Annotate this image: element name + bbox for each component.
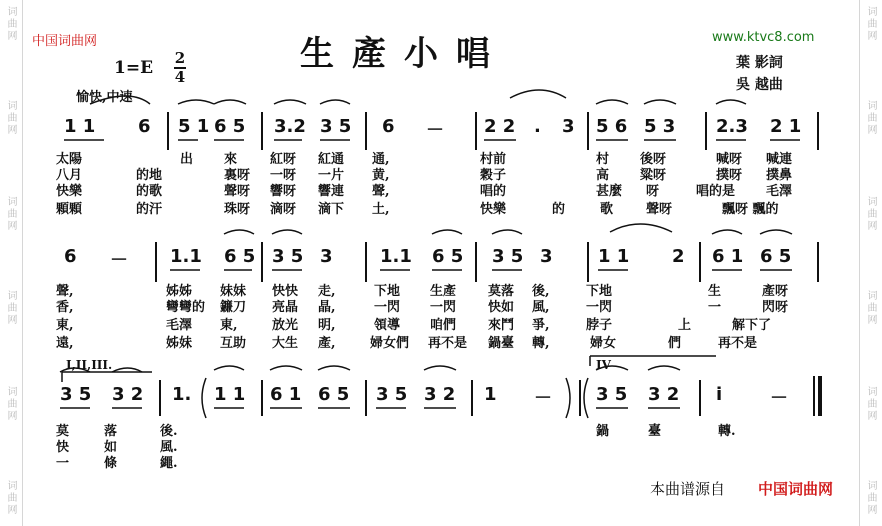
lyric: 遠, [56,336,74,351]
note: 6 5 [432,246,464,267]
side-watermark: 网 [5,220,16,230]
lyric: 一呀 [270,168,297,183]
note: 5 1 [178,116,210,137]
lyric: 滴呀 [270,202,297,217]
side-watermark: 网 [865,30,876,40]
note: 2 [672,246,685,267]
lyric: 婦女 [590,336,617,351]
note: 6 [138,116,151,137]
lyric: 風. [160,440,178,455]
lyric: 風, [532,300,550,315]
note: 1. [172,384,192,405]
lyric: 一 [56,456,70,471]
lyric: 婦女們 [370,336,410,351]
side-watermark: 网 [5,410,16,420]
note: 6 [64,246,77,267]
lyric: 裏呀 [224,168,251,183]
lyric: 出 [180,152,194,167]
side-watermark: 词 [5,480,16,490]
lyric: 鍋 [596,424,610,439]
volta-label-2: IV [596,358,611,372]
lyric: 村前 [480,152,507,167]
side-watermark: 网 [865,410,876,420]
note: 1.1 [380,246,412,267]
note: － [534,388,552,409]
lyric: 東, [220,318,238,333]
lyric: 咱們 [430,318,457,333]
note: 1 1 [598,246,630,267]
lyric: 一閃 [430,300,457,315]
lyric: 解下了 [732,318,772,333]
note: 3 5 [376,384,408,405]
note: 3 5 [60,384,92,405]
side-watermark: 词 [5,386,16,396]
side-watermark: 网 [5,124,16,134]
note: － [770,388,788,409]
note: 3 5 [272,246,304,267]
lyric: 鐮刀 [220,300,247,315]
side-watermark: 网 [865,504,876,514]
side-watermark: 曲 [865,492,876,502]
lyric: 產, [318,336,336,351]
lyric: 如 [104,440,118,455]
lyric: 後呀 [640,152,667,167]
lyric: 喊連 [766,152,793,167]
lyric: 來 [224,152,238,167]
lyric: 彎彎的 [166,300,206,315]
side-watermark: 曲 [865,398,876,408]
key-signature: 1=E [114,58,154,78]
lyric: 穀子 [480,168,507,183]
note: 1.1 [170,246,202,267]
lyric: 晶, [318,300,336,315]
lyric: 條 [104,456,118,471]
lyric: 喊呀 [716,152,743,167]
lyric: 珠呀 [224,202,251,217]
lyric-block-2 [56,280,816,352]
side-watermark: 曲 [5,398,16,408]
side-watermark: 词 [5,6,16,16]
side-watermark: 词 [865,480,876,490]
lyric: 快 [56,440,70,455]
note: 3 2 [424,384,456,405]
lyric: 聲, [56,284,74,299]
lyric: 土, [372,202,390,217]
lyric: 粱呀 [640,168,667,183]
lyric: 轉, [532,336,550,351]
lyric: 撲鼻 [766,168,793,183]
lyric: 莫落 [488,284,515,299]
side-watermark: 词 [5,196,16,206]
note: － [426,120,444,141]
side-watermark: 词 [5,290,16,300]
lyric: 產呀 [762,284,789,299]
lyric: 聲呀 [224,184,251,199]
lyric-block-3-ending [596,420,796,440]
note: 3 5 [492,246,524,267]
note: . [534,116,541,137]
side-watermark: 网 [5,314,16,324]
side-watermark: 曲 [5,18,16,28]
lyric: 歌 [600,202,614,217]
lyric: 來鬥 [488,318,515,333]
side-watermark: 网 [865,124,876,134]
lyric: 毛澤 [166,318,193,333]
lyric: 聲, [372,184,390,199]
lyric: 亮晶 [272,300,299,315]
lyric: 香, [56,300,74,315]
lyric: 下地 [586,284,613,299]
side-watermark: 曲 [5,208,16,218]
lyric: 黄, [372,168,390,183]
lyric: 生 [708,284,722,299]
side-watermark: 词 [865,290,876,300]
lyric: 繩. [160,456,178,471]
lyric: 一 [708,300,722,315]
lyric: 村 [596,152,610,167]
side-watermark: 词 [865,196,876,206]
time-signature-top: 2 [174,49,186,67]
side-watermark: 网 [865,314,876,324]
source-brand-link[interactable]: 中国词曲网 [758,480,834,498]
lyric: 再不是 [428,336,468,351]
lyric: 響連 [318,184,345,199]
lyric: 的歌 [136,184,163,199]
side-watermark: 词 [865,100,876,110]
side-watermark: 词 [865,386,876,396]
note: 6 5 [318,384,350,405]
note: 6 5 [214,116,246,137]
lyric: 大生 [272,336,299,351]
side-watermark: 网 [5,30,16,40]
lyric: 妹妹 [220,284,247,299]
lyric: 快樂 [480,202,507,217]
side-watermark: 网 [5,504,16,514]
volta-label-1: I,II,III. [66,358,113,372]
lyric: 唱的是 [696,184,736,199]
note: 2 2 [484,116,516,137]
lyric: 快如 [488,300,515,315]
note: 5 6 [596,116,628,137]
lyric: 毛澤 [766,184,793,199]
side-watermark: 曲 [5,492,16,502]
lyric: 聲呀 [646,202,673,217]
note: 3 2 [648,384,680,405]
note: 3 2 [112,384,144,405]
note: 3 [540,246,553,267]
lyric: 鍋臺 [488,336,515,351]
lyric: 明, [318,318,336,333]
lyric: 呀 [646,184,660,199]
side-watermark: 词 [865,6,876,16]
site-url-top-right: www.ktvc8.com [712,30,815,45]
note: 3 [562,116,575,137]
side-watermark: 曲 [865,112,876,122]
lyric: 再不是 [718,336,758,351]
lyric: 太陽 [56,152,83,167]
lyric: 上 [678,318,692,333]
lyric: 紅呀 [270,152,297,167]
lyric: 姊妹 [166,336,193,351]
lyric: 顆顆 [56,202,83,217]
lyric: 滴下 [318,202,345,217]
lyric: 落 [104,424,118,439]
song-title: 生產小唱 [300,34,508,74]
lyric: 高 [596,168,610,183]
lyric: 八月 [56,168,83,183]
note: 1 1 [64,116,96,137]
lyric: 一片 [318,168,345,183]
lyric: 閃呀 [762,300,789,315]
lyric: 通, [372,152,390,167]
note: i [716,384,723,405]
lyric: 一閃 [586,300,613,315]
lyric: 飄呀 飄的 [722,202,779,217]
side-watermark: 曲 [5,302,16,312]
site-brand-top-left: 中国词曲网 [32,34,98,49]
lyric: 走, [318,284,336,299]
side-watermark: 曲 [5,112,16,122]
note: 1 1 [214,384,246,405]
lyric: 爭, [532,318,550,333]
lyric: 東, [56,318,74,333]
lyric: 的汗 [136,202,163,217]
lyric: 的地 [136,168,163,183]
composer-credit: 吳 越曲 [736,77,783,93]
lyric: 下地 [374,284,401,299]
lyric: 轉. [718,424,736,439]
lyric: 唱的 [480,184,507,199]
time-signature-bottom: 4 [174,68,186,86]
note: 3 5 [596,384,628,405]
note: － [110,250,128,271]
source-note: 本曲谱源自 [650,480,726,498]
note: 6 1 [712,246,744,267]
note: 3.2 [274,116,306,137]
lyric: 快樂 [56,184,83,199]
side-watermark: 曲 [865,208,876,218]
lyric: 後, [532,284,550,299]
note: 2.3 [716,116,748,137]
lyric: 姊姊 [166,284,193,299]
lyric: 領導 [374,318,401,333]
side-watermark: 网 [865,220,876,230]
note: 2 1 [770,116,802,137]
note: 6 [382,116,395,137]
note: 3 5 [320,116,352,137]
lyric: 們 [668,336,682,351]
lyric: 脖子 [586,318,613,333]
side-watermark: 曲 [865,18,876,28]
lyric: 放光 [272,318,299,333]
lyric: 互助 [220,336,247,351]
lyric: 撲呀 [716,168,743,183]
lyricist-credit: 葉 影詞 [736,55,783,71]
note: 6 1 [270,384,302,405]
note: 1 [484,384,497,405]
lyric: 一閃 [374,300,401,315]
note: 6 5 [760,246,792,267]
lyric: 臺 [648,424,662,439]
note: 6 5 [224,246,256,267]
lyric: 的 [552,202,566,217]
lyric: 甚麼 [596,184,623,199]
lyric: 紅通 [318,152,345,167]
lyric-block-3 [56,420,236,474]
note: 5 3 [644,116,676,137]
tempo-marking: 愉快,中速 [76,90,133,105]
lyric-block-1 [56,148,816,228]
side-watermark: 词 [5,100,16,110]
note: 3 [320,246,333,267]
lyric: 快快 [272,284,299,299]
lyric: 生產 [430,284,457,299]
lyric: 莫 [56,424,70,439]
side-watermark: 曲 [865,302,876,312]
lyric: 響呀 [270,184,297,199]
lyric: 後. [160,424,178,439]
